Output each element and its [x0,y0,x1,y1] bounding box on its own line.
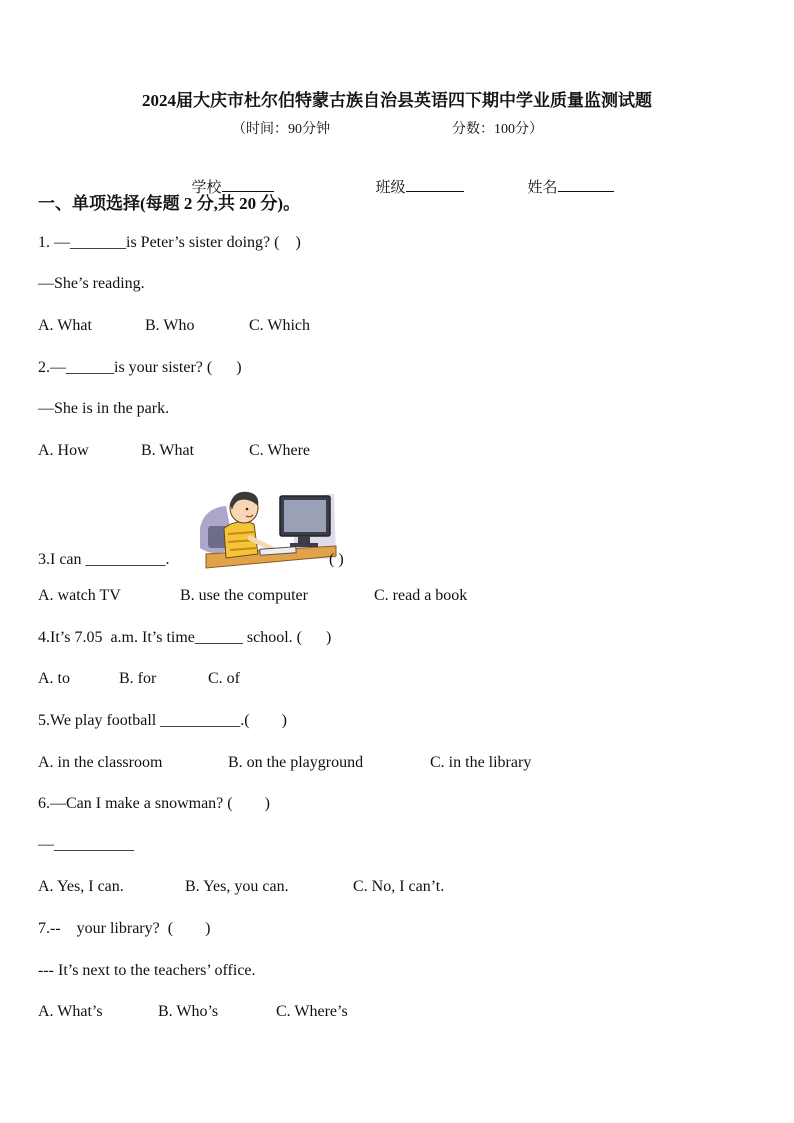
question-1-reply: —She’s reading. [38,275,145,292]
question-3-option-c[interactable]: C. read a book [374,587,468,604]
question-4-prompt: 4.It’s 7.05 a.m. It’s time______ school. ( ) [38,629,332,646]
question-2-reply: —She is in the park. [38,400,170,417]
question-2-option-a[interactable]: A. How [38,442,89,459]
question-3-answer-paren: ( ) [329,551,344,568]
question-7-reply: --- It’s next to the teachers’ office. [38,962,256,979]
question-5-prompt: 5.We play football __________.( ) [38,712,287,729]
question-6-option-c[interactable]: C. No, I can’t. [353,878,445,895]
class-blank[interactable] [406,177,464,192]
question-5-option-b[interactable]: B. on the playground [228,754,364,771]
question-4-option-c[interactable]: C. of [208,670,240,687]
question-3-prompt: 3.I can __________. [38,551,170,568]
section-heading: 一、单项选择(每题 2 分,共 20 分)。 [38,194,301,213]
question-4-option-b[interactable]: B. for [119,670,157,687]
question-1-option-a[interactable]: A. What [38,317,92,334]
school-label: 学校 [191,180,222,196]
question-5-option-a[interactable]: A. in the classroom [38,754,163,771]
name-label: 姓名 [527,180,558,196]
question-6-option-a[interactable]: A. Yes, I can. [38,878,124,895]
question-7-option-c[interactable]: C. Where’s [276,1003,348,1020]
question-5-option-c[interactable]: C. in the library [430,754,532,771]
question-3-option-b[interactable]: B. use the computer [180,587,308,604]
question-6-reply: —__________ [38,836,134,853]
exam-score: 分数：100分） [452,122,543,137]
question-2-option-b[interactable]: B. What [141,442,195,459]
question-1-option-b[interactable]: B. Who [145,317,195,334]
boy-computer-illustration [186,470,330,552]
name-field [520,159,614,197]
question-1-prompt: 1. —_______is Peter’s sister doing? ( ) [38,234,301,251]
question-6-option-b[interactable]: B. Yes, you can. [185,878,289,895]
question-2-prompt: 2.—______is your sister? ( ) [38,359,242,376]
question-7-option-b[interactable]: B. Who’s [158,1003,219,1020]
question-7-prompt: 7.-- your library? ( ) [38,920,211,937]
class-field [368,159,464,197]
question-2-option-c[interactable]: C. Where [249,442,311,459]
class-label: 班级 [375,180,406,196]
question-6-prompt: 6.—Can I make a snowman? ( ) [38,795,270,812]
question-3-option-a[interactable]: A. watch TV [38,587,121,604]
question-4-option-a[interactable]: A. to [38,670,70,687]
exam-time: （时间：90分钟 [232,122,330,137]
name-blank[interactable] [558,177,614,192]
page-title: 2024届大庆市杜尔伯特蒙古族自治县英语四下期中学业质量监测试题 [142,91,652,110]
question-7-option-a[interactable]: A. What’s [38,1003,103,1020]
question-1-option-c[interactable]: C. Which [249,317,311,334]
